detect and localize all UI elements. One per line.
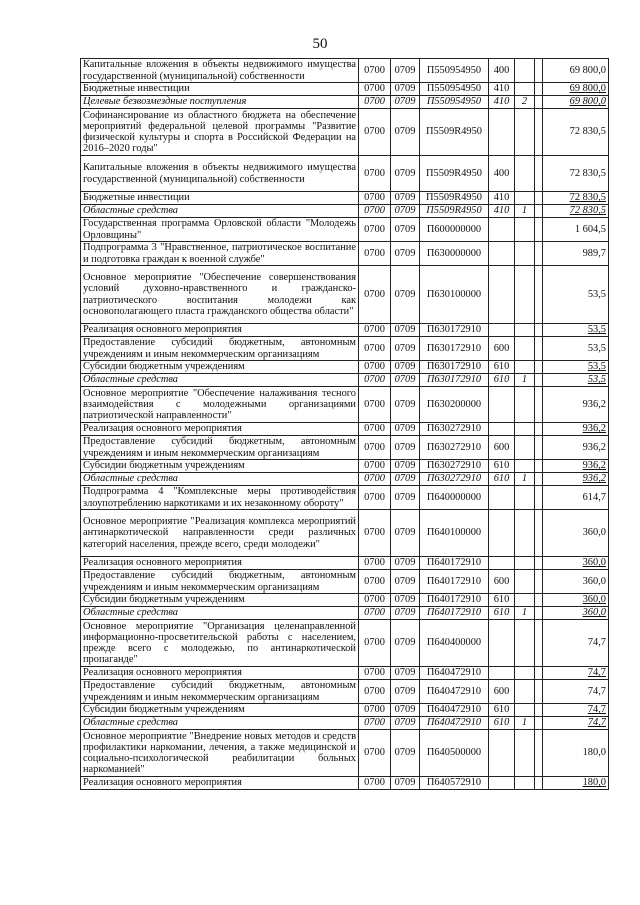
section-code: 0709 xyxy=(391,620,420,667)
target-article-code: П640472910 xyxy=(420,680,489,704)
ministry-code: 0700 xyxy=(359,59,391,83)
expense-type-code: 410 xyxy=(489,96,515,109)
target-article-code: П640172910 xyxy=(420,594,489,607)
section-code: 0709 xyxy=(391,423,420,436)
target-article-code: П640000000 xyxy=(420,486,489,510)
ministry-code: 0700 xyxy=(359,717,391,730)
expense-type-code: 600 xyxy=(489,680,515,704)
funding-source-code xyxy=(515,337,535,361)
section-code: 0709 xyxy=(391,704,420,717)
funding-source-code xyxy=(515,460,535,473)
amount-value: 936,2 xyxy=(543,423,609,436)
target-article-code: П630272910 xyxy=(420,473,489,486)
spacer-cell xyxy=(535,156,543,192)
ministry-code: 0700 xyxy=(359,242,391,266)
table-row xyxy=(81,361,609,374)
spacer-cell xyxy=(535,557,543,570)
target-article-code: П600000000 xyxy=(420,218,489,242)
funding-source-code xyxy=(515,486,535,510)
target-article-code: П640172910 xyxy=(420,607,489,620)
target-article-code: П640100000 xyxy=(420,510,489,557)
section-code: 0709 xyxy=(391,156,420,192)
target-article-code: П630200000 xyxy=(420,387,489,423)
row-name: Реализация основного мероприятия xyxy=(81,667,359,680)
spacer-cell xyxy=(535,218,543,242)
expense-type-code xyxy=(489,242,515,266)
target-article-code: П630172910 xyxy=(420,324,489,337)
amount-value: 72 830,5 xyxy=(543,156,609,192)
row-name: Основное мероприятие "Реализация комплекса мероприятий антинаркотической направленности среди различных категорий населения, прежде всего, среди молодежи" xyxy=(81,510,359,557)
amount-value: 1 604,5 xyxy=(543,218,609,242)
funding-source-code xyxy=(515,594,535,607)
amount-value: 74,7 xyxy=(543,680,609,704)
expense-type-code: 410 xyxy=(489,192,515,205)
row-name: Предоставление субсидий бюджетным, автономным учреждениям и иным некоммерческим организациям xyxy=(81,570,359,594)
expense-type-code: 600 xyxy=(489,436,515,460)
expense-type-code xyxy=(489,109,515,156)
section-code: 0709 xyxy=(391,324,420,337)
row-name: Реализация основного мероприятия xyxy=(81,557,359,570)
expense-type-code xyxy=(489,423,515,436)
section-code: 0709 xyxy=(391,717,420,730)
table-row xyxy=(81,594,609,607)
amount-value: 180,0 xyxy=(543,777,609,790)
row-name: Областные средства xyxy=(81,607,359,620)
row-name: Основное мероприятие "Обеспечение совершенствования условий духовно-нравственного и гражданско-патриотического воспитания молодежи как основополагающего пласта гражданского общества области" xyxy=(81,266,359,324)
row-name: Реализация основного мероприятия xyxy=(81,324,359,337)
expense-type-code xyxy=(489,667,515,680)
expense-type-code xyxy=(489,486,515,510)
amount-value: 69 800,0 xyxy=(543,59,609,83)
row-name: Капитальные вложения в объекты недвижимого имущества государственной (муниципальной) собственности xyxy=(81,59,359,83)
amount-value: 72 830,5 xyxy=(543,192,609,205)
target-article-code: П550954950 xyxy=(420,96,489,109)
table-row xyxy=(81,557,609,570)
spacer-cell xyxy=(535,510,543,557)
table-row xyxy=(81,242,609,266)
table-row xyxy=(81,423,609,436)
table-row xyxy=(81,374,609,387)
section-code: 0709 xyxy=(391,59,420,83)
row-name: Предоставление субсидий бюджетным, автономным учреждениям и иным некоммерческим организациям xyxy=(81,436,359,460)
spacer-cell xyxy=(535,667,543,680)
table-row xyxy=(81,205,609,218)
ministry-code: 0700 xyxy=(359,192,391,205)
expense-type-code: 610 xyxy=(489,361,515,374)
table-row xyxy=(81,324,609,337)
spacer-cell xyxy=(535,205,543,218)
ministry-code: 0700 xyxy=(359,667,391,680)
spacer-cell xyxy=(535,361,543,374)
funding-source-code xyxy=(515,266,535,324)
target-article-code: П640400000 xyxy=(420,620,489,667)
amount-value: 989,7 xyxy=(543,242,609,266)
spacer-cell xyxy=(535,704,543,717)
ministry-code: 0700 xyxy=(359,83,391,96)
target-article-code: П5509R4950 xyxy=(420,205,489,218)
table-row xyxy=(81,96,609,109)
target-article-code: П630100000 xyxy=(420,266,489,324)
section-code: 0709 xyxy=(391,667,420,680)
target-article-code: П640172910 xyxy=(420,557,489,570)
expense-type-code xyxy=(489,777,515,790)
ministry-code: 0700 xyxy=(359,730,391,777)
ministry-code: 0700 xyxy=(359,473,391,486)
table-row xyxy=(81,218,609,242)
funding-source-code: 1 xyxy=(515,607,535,620)
expense-type-code xyxy=(489,730,515,777)
spacer-cell xyxy=(535,460,543,473)
funding-source-code: 1 xyxy=(515,717,535,730)
funding-source-code: 2 xyxy=(515,96,535,109)
section-code: 0709 xyxy=(391,557,420,570)
section-code: 0709 xyxy=(391,436,420,460)
row-name: Предоставление субсидий бюджетным, автономным учреждениям и иным некоммерческим организациям xyxy=(81,337,359,361)
funding-source-code xyxy=(515,436,535,460)
expense-type-code: 610 xyxy=(489,717,515,730)
spacer-cell xyxy=(535,594,543,607)
amount-value: 53,5 xyxy=(543,361,609,374)
expense-type-code: 600 xyxy=(489,337,515,361)
expense-type-code: 410 xyxy=(489,205,515,218)
row-name: Основное мероприятие "Организация целенаправленной информационно-просветительской работы с населением, прежде всего с молодежью, по антинаркотической пропаганде" xyxy=(81,620,359,667)
table-row xyxy=(81,266,609,324)
table-row xyxy=(81,83,609,96)
table-body xyxy=(81,59,609,790)
ministry-code: 0700 xyxy=(359,510,391,557)
section-code: 0709 xyxy=(391,473,420,486)
target-article-code: П640472910 xyxy=(420,667,489,680)
spacer-cell xyxy=(535,570,543,594)
ministry-code: 0700 xyxy=(359,205,391,218)
row-name: Областные средства xyxy=(81,374,359,387)
table-row xyxy=(81,570,609,594)
expense-type-code: 610 xyxy=(489,374,515,387)
expense-type-code: 610 xyxy=(489,460,515,473)
row-name: Субсидии бюджетным учреждениям xyxy=(81,704,359,717)
expense-type-code xyxy=(489,218,515,242)
section-code: 0709 xyxy=(391,192,420,205)
funding-source-code xyxy=(515,777,535,790)
table-row xyxy=(81,777,609,790)
target-article-code: П5509R4950 xyxy=(420,109,489,156)
funding-source-code: 1 xyxy=(515,374,535,387)
amount-value: 74,7 xyxy=(543,704,609,717)
target-article-code: П550954950 xyxy=(420,59,489,83)
spacer-cell xyxy=(535,59,543,83)
table-row xyxy=(81,607,609,620)
section-code: 0709 xyxy=(391,374,420,387)
page-number: 50 xyxy=(312,36,328,52)
section-code: 0709 xyxy=(391,337,420,361)
table-row xyxy=(81,460,609,473)
expense-type-code xyxy=(489,620,515,667)
funding-source-code xyxy=(515,620,535,667)
section-code: 0709 xyxy=(391,387,420,423)
amount-value: 936,2 xyxy=(543,473,609,486)
ministry-code: 0700 xyxy=(359,680,391,704)
funding-source-code xyxy=(515,156,535,192)
spacer-cell xyxy=(535,266,543,324)
section-code: 0709 xyxy=(391,242,420,266)
funding-source-code xyxy=(515,704,535,717)
amount-value: 936,2 xyxy=(543,387,609,423)
amount-value: 53,5 xyxy=(543,374,609,387)
amount-value: 360,0 xyxy=(543,557,609,570)
target-article-code: П5509R4950 xyxy=(420,156,489,192)
table-row xyxy=(81,109,609,156)
table-row xyxy=(81,436,609,460)
target-article-code: П640172910 xyxy=(420,570,489,594)
table-row xyxy=(81,59,609,83)
funding-source-code xyxy=(515,557,535,570)
target-article-code: П640500000 xyxy=(420,730,489,777)
section-code: 0709 xyxy=(391,218,420,242)
row-name: Бюджетные инвестиции xyxy=(81,83,359,96)
spacer-cell xyxy=(535,607,543,620)
expense-type-code xyxy=(489,387,515,423)
amount-value: 74,7 xyxy=(543,717,609,730)
spacer-cell xyxy=(535,473,543,486)
row-name: Субсидии бюджетным учреждениям xyxy=(81,594,359,607)
target-article-code: П630000000 xyxy=(420,242,489,266)
funding-source-code xyxy=(515,324,535,337)
table-row xyxy=(81,717,609,730)
expense-type-code: 610 xyxy=(489,473,515,486)
amount-value: 72 830,5 xyxy=(543,205,609,218)
spacer-cell xyxy=(535,109,543,156)
spacer-cell xyxy=(535,730,543,777)
table-row xyxy=(81,730,609,777)
table-row xyxy=(81,337,609,361)
ministry-code: 0700 xyxy=(359,109,391,156)
amount-value: 53,5 xyxy=(543,324,609,337)
ministry-code: 0700 xyxy=(359,423,391,436)
budget-table xyxy=(80,58,609,790)
ministry-code: 0700 xyxy=(359,557,391,570)
funding-source-code xyxy=(515,361,535,374)
row-name: Субсидии бюджетным учреждениям xyxy=(81,460,359,473)
amount-value: 74,7 xyxy=(543,667,609,680)
row-name: Целевые безвозмездные поступления xyxy=(81,96,359,109)
row-name: Основное мероприятие "Внедрение новых методов и средств профилактики наркомании, лечения, а также медицинской и социально-психологической реабилитации больных наркоманией" xyxy=(81,730,359,777)
expense-type-code: 610 xyxy=(489,607,515,620)
table-row xyxy=(81,387,609,423)
spacer-cell xyxy=(535,374,543,387)
spacer-cell xyxy=(535,192,543,205)
amount-value: 360,0 xyxy=(543,607,609,620)
funding-source-code xyxy=(515,192,535,205)
row-name: Подпрограмма 3 "Нравственное, патриотическое воспитание и подготовка граждан к военной службе" xyxy=(81,242,359,266)
table-row xyxy=(81,680,609,704)
funding-source-code xyxy=(515,387,535,423)
table-row xyxy=(81,192,609,205)
ministry-code: 0700 xyxy=(359,374,391,387)
amount-value: 69 800,0 xyxy=(543,96,609,109)
ministry-code: 0700 xyxy=(359,777,391,790)
target-article-code: П630272910 xyxy=(420,436,489,460)
section-code: 0709 xyxy=(391,730,420,777)
ministry-code: 0700 xyxy=(359,324,391,337)
funding-source-code xyxy=(515,570,535,594)
spacer-cell xyxy=(535,486,543,510)
target-article-code: П630272910 xyxy=(420,423,489,436)
row-name: Государственная программа Орловской области "Молодежь Орловщины" xyxy=(81,218,359,242)
expense-type-code: 610 xyxy=(489,594,515,607)
section-code: 0709 xyxy=(391,607,420,620)
section-code: 0709 xyxy=(391,205,420,218)
ministry-code: 0700 xyxy=(359,460,391,473)
spacer-cell xyxy=(535,620,543,667)
amount-value: 72 830,5 xyxy=(543,109,609,156)
spacer-cell xyxy=(535,83,543,96)
amount-value: 69 800,0 xyxy=(543,83,609,96)
target-article-code: П640472910 xyxy=(420,717,489,730)
amount-value: 74,7 xyxy=(543,620,609,667)
target-article-code: П630172910 xyxy=(420,361,489,374)
section-code: 0709 xyxy=(391,361,420,374)
target-article-code: П550954950 xyxy=(420,83,489,96)
section-code: 0709 xyxy=(391,83,420,96)
ministry-code: 0700 xyxy=(359,218,391,242)
row-name: Софинансирование из областного бюджета на обеспечение мероприятий федеральной целевой программы "Развитие физической культуры и спорта в Российской Федерации на 2016–2020 годы" xyxy=(81,109,359,156)
section-code: 0709 xyxy=(391,96,420,109)
funding-source-code: 1 xyxy=(515,205,535,218)
funding-source-code: 1 xyxy=(515,473,535,486)
spacer-cell xyxy=(535,337,543,361)
spacer-cell xyxy=(535,717,543,730)
row-name: Реализация основного мероприятия xyxy=(81,423,359,436)
section-code: 0709 xyxy=(391,510,420,557)
funding-source-code xyxy=(515,730,535,777)
target-article-code: П630172910 xyxy=(420,374,489,387)
spacer-cell xyxy=(535,777,543,790)
section-code: 0709 xyxy=(391,570,420,594)
table-row xyxy=(81,473,609,486)
amount-value: 360,0 xyxy=(543,510,609,557)
amount-value: 936,2 xyxy=(543,460,609,473)
row-name: Капитальные вложения в объекты недвижимого имущества государственной (муниципальной) собственности xyxy=(81,156,359,192)
row-name: Предоставление субсидий бюджетным, автономным учреждениям и иным некоммерческим организациям xyxy=(81,680,359,704)
spacer-cell xyxy=(535,324,543,337)
amount-value: 53,5 xyxy=(543,266,609,324)
amount-value: 614,7 xyxy=(543,486,609,510)
row-name: Субсидии бюджетным учреждениям xyxy=(81,361,359,374)
expense-type-code: 400 xyxy=(489,156,515,192)
spacer-cell xyxy=(535,387,543,423)
ministry-code: 0700 xyxy=(359,387,391,423)
table-row xyxy=(81,510,609,557)
section-code: 0709 xyxy=(391,777,420,790)
expense-type-code: 610 xyxy=(489,704,515,717)
amount-value: 180,0 xyxy=(543,730,609,777)
expense-type-code xyxy=(489,510,515,557)
amount-value: 53,5 xyxy=(543,337,609,361)
spacer-cell xyxy=(535,242,543,266)
funding-source-code xyxy=(515,242,535,266)
funding-source-code xyxy=(515,423,535,436)
expense-type-code: 400 xyxy=(489,59,515,83)
row-name: Реализация основного мероприятия xyxy=(81,777,359,790)
target-article-code: П630272910 xyxy=(420,460,489,473)
ministry-code: 0700 xyxy=(359,156,391,192)
ministry-code: 0700 xyxy=(359,704,391,717)
table-row xyxy=(81,156,609,192)
funding-source-code xyxy=(515,109,535,156)
row-name: Бюджетные инвестиции xyxy=(81,192,359,205)
amount-value: 360,0 xyxy=(543,594,609,607)
spacer-cell xyxy=(535,96,543,109)
expense-type-code xyxy=(489,324,515,337)
target-article-code: П630172910 xyxy=(420,337,489,361)
expense-type-code: 410 xyxy=(489,83,515,96)
expense-type-code xyxy=(489,266,515,324)
table-row xyxy=(81,486,609,510)
ministry-code: 0700 xyxy=(359,620,391,667)
amount-value: 936,2 xyxy=(543,436,609,460)
target-article-code: П640472910 xyxy=(420,704,489,717)
section-code: 0709 xyxy=(391,266,420,324)
funding-source-code xyxy=(515,83,535,96)
ministry-code: 0700 xyxy=(359,96,391,109)
funding-source-code xyxy=(515,510,535,557)
row-name: Подпрограмма 4 "Комплексные меры противодействия злоупотреблению наркотиками и их незаконному обороту" xyxy=(81,486,359,510)
row-name: Основное мероприятие "Обеспечение налаживания тесного взаимодействия с молодежными организациями патриотической направленности" xyxy=(81,387,359,423)
target-article-code: П5509R4950 xyxy=(420,192,489,205)
expense-type-code xyxy=(489,557,515,570)
target-article-code: П640572910 xyxy=(420,777,489,790)
spacer-cell xyxy=(535,680,543,704)
table-row xyxy=(81,704,609,717)
ministry-code: 0700 xyxy=(359,361,391,374)
section-code: 0709 xyxy=(391,594,420,607)
spacer-cell xyxy=(535,436,543,460)
expense-type-code: 600 xyxy=(489,570,515,594)
ministry-code: 0700 xyxy=(359,570,391,594)
section-code: 0709 xyxy=(391,109,420,156)
ministry-code: 0700 xyxy=(359,594,391,607)
funding-source-code xyxy=(515,218,535,242)
funding-source-code xyxy=(515,59,535,83)
section-code: 0709 xyxy=(391,680,420,704)
amount-value: 360,0 xyxy=(543,570,609,594)
ministry-code: 0700 xyxy=(359,607,391,620)
section-code: 0709 xyxy=(391,486,420,510)
funding-source-code xyxy=(515,667,535,680)
ministry-code: 0700 xyxy=(359,266,391,324)
table-row xyxy=(81,620,609,667)
table-row xyxy=(81,667,609,680)
section-code: 0709 xyxy=(391,460,420,473)
row-name: Областные средства xyxy=(81,717,359,730)
spacer-cell xyxy=(535,423,543,436)
ministry-code: 0700 xyxy=(359,337,391,361)
row-name: Областные средства xyxy=(81,205,359,218)
row-name: Областные средства xyxy=(81,473,359,486)
ministry-code: 0700 xyxy=(359,436,391,460)
ministry-code: 0700 xyxy=(359,486,391,510)
funding-source-code xyxy=(515,680,535,704)
